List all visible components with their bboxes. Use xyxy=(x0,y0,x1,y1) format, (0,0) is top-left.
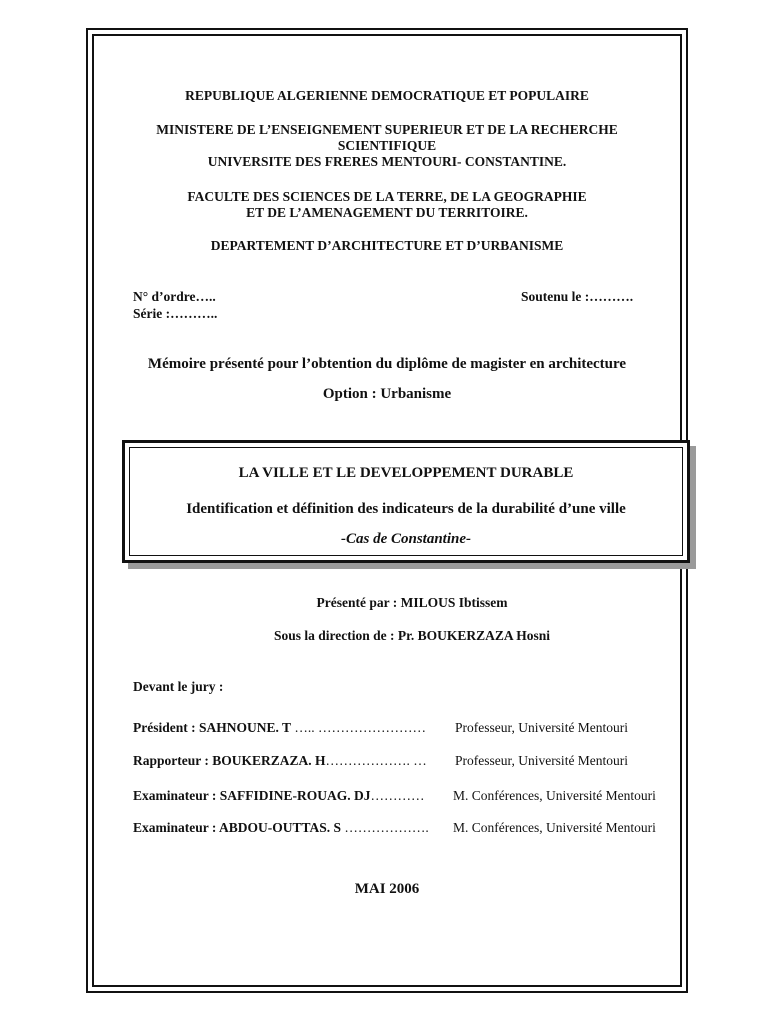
jury-member xyxy=(133,788,425,804)
jury-member xyxy=(133,720,426,736)
jury-member-dots: ………………. xyxy=(341,820,429,835)
ministry-heading-cont: SCIENTIFIQUE xyxy=(337,138,437,153)
order-number: N° d’ordre….. xyxy=(133,289,216,304)
thesis-case: -Cas de Constantine- xyxy=(340,531,472,547)
department-heading: DEPARTEMENT D’ARCHITECTURE ET D’URBANISME xyxy=(210,238,564,253)
ministry-heading: MINISTERE DE L’ENSEIGNEMENT SUPERIEUR ET DE LA RECHERCHE xyxy=(156,122,618,137)
jury-member-name: Rapporteur : BOUKERZAZA. H xyxy=(133,753,326,768)
submission-date: MAI 2006 xyxy=(354,881,420,897)
thesis-title: LA VILLE ET LE DEVELOPPEMENT DURABLE xyxy=(238,465,574,481)
faculty-heading: FACULTE DES SCIENCES DE LA TERRE, DE LA GEOGRAPHIE xyxy=(187,189,587,204)
republic-heading: REPUBLIQUE ALGERIENNE DEMOCRATIQUE ET POPULAIRE xyxy=(185,88,589,103)
presented-by: Présenté par : MILOUS Ibtissem xyxy=(316,595,508,610)
series-number: Série :……….. xyxy=(133,306,218,321)
jury-member-rank: Professeur, Université Mentouri xyxy=(455,720,629,735)
memoire-statement: Mémoire présenté pour l’obtention du diplôme de magister en architecture xyxy=(147,356,627,372)
jury-member-name: Examinateur : SAFFIDINE-ROUAG. DJ xyxy=(133,788,371,803)
university-heading: UNIVERSITE DES FRERES MENTOURI- CONSTANTINE. xyxy=(207,154,567,169)
option-label: Option : Urbanisme xyxy=(322,386,452,402)
jury-member-name: Examinateur : ABDOU-OUTTAS. S xyxy=(133,820,342,835)
jury-member-dots: ………… xyxy=(370,788,425,803)
jury-member xyxy=(133,753,427,769)
jury-member-dots: ….. …………………… xyxy=(291,720,427,735)
thesis-subtitle: Identification et définition des indicateurs de la durabilité d’une ville xyxy=(186,501,626,517)
jury-member-rank: M. Conférences, Université Mentouri xyxy=(453,788,656,803)
jury-member-rank: M. Conférences, Université Mentouri xyxy=(453,820,656,835)
defense-date: Soutenu le :………. xyxy=(521,289,634,304)
jury-member-rank: Professeur, Université Mentouri xyxy=(455,753,629,768)
jury-member-name: Président : SAHNOUNE. T xyxy=(133,720,292,735)
jury-heading: Devant le jury : xyxy=(133,679,224,694)
jury-member-dots: ………………. … xyxy=(325,753,427,768)
jury-member xyxy=(133,820,429,836)
faculty-heading-cont: ET DE L’AMENAGEMENT DU TERRITOIRE. xyxy=(246,205,528,220)
supervisor: Sous la direction de : Pr. BOUKERZAZA Hosni xyxy=(273,628,551,643)
